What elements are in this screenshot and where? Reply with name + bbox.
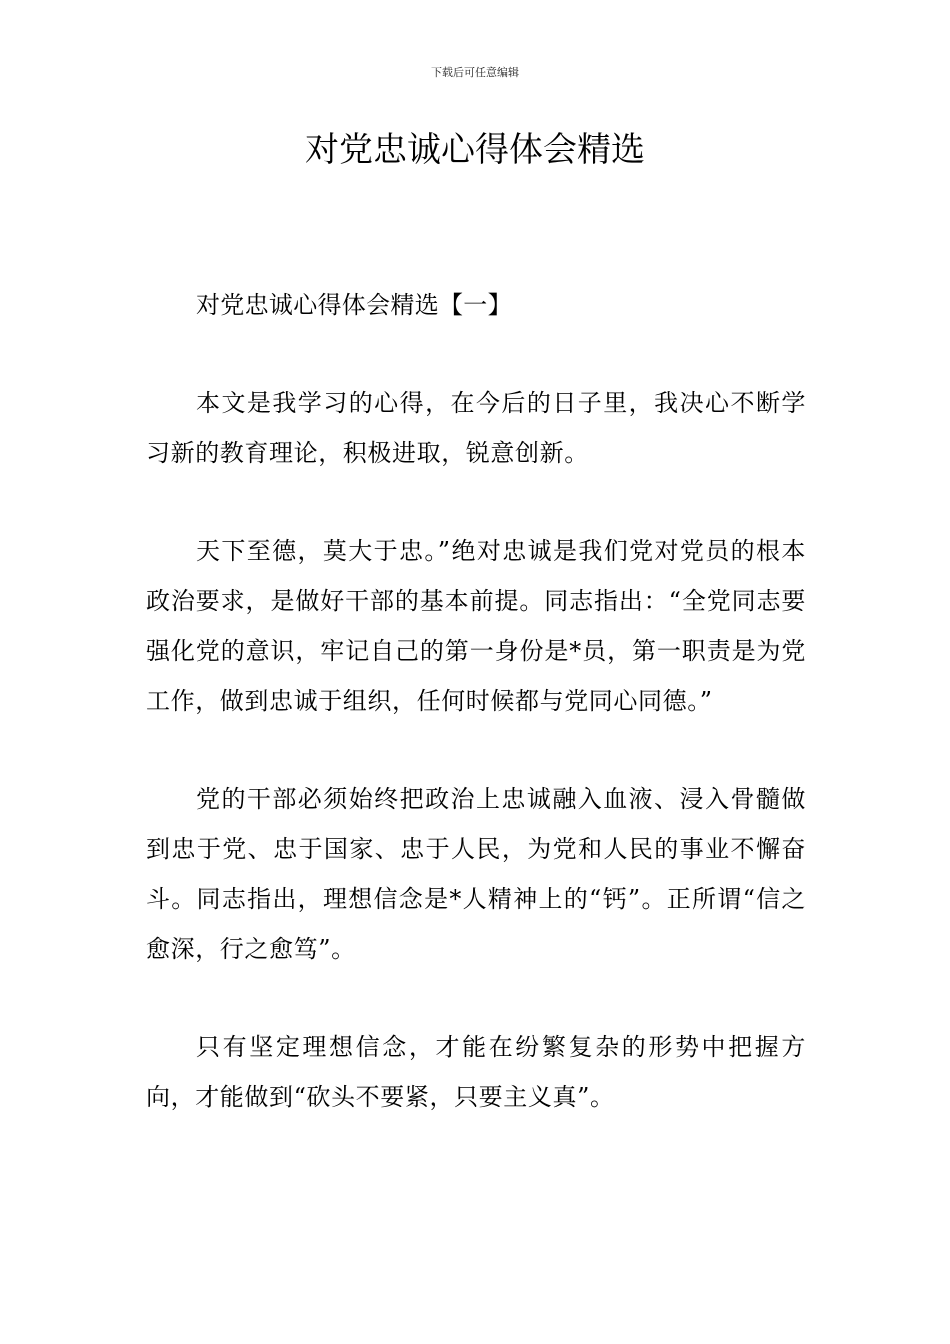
paragraph-2: 天下至德，莫大于忠。”绝对忠诚是我们党对党员的根本政治要求，是做好干部的基本前提。同志指出：“全党同志要强化党的意识，牢记自己的第一身份是*员，第一职责是为党工作，做到忠诚于组织，任何时候都与党同心同德。” bbox=[146, 537, 806, 715]
document-title: 对党忠诚心得体会精选 bbox=[305, 130, 645, 170]
paragraph-1: 本文是我学习的心得，在今后的日子里，我决心不断学习新的教育理论，积极进取，锐意创新。 bbox=[146, 389, 806, 467]
section-heading: 对党忠诚心得体会精选【一】 bbox=[196, 291, 512, 319]
paragraph-3: 党的干部必须始终把政治上忠诚融入血液、浸入骨髓做到忠于党、忠于国家、忠于人民，为党和人民的事业不懈奋斗。同志指出，理想信念是*人精神上的“钙”。正所谓“信之愈深，行之愈笃”。 bbox=[146, 785, 806, 963]
document-body bbox=[146, 280, 806, 1170]
paragraph-4: 只有坚定理想信念，才能在纷繁复杂的形势中把握方向，才能做到“砍头不要紧，只要主义真”。 bbox=[146, 1033, 806, 1111]
header-note: 下载后可任意编辑 bbox=[431, 66, 519, 79]
